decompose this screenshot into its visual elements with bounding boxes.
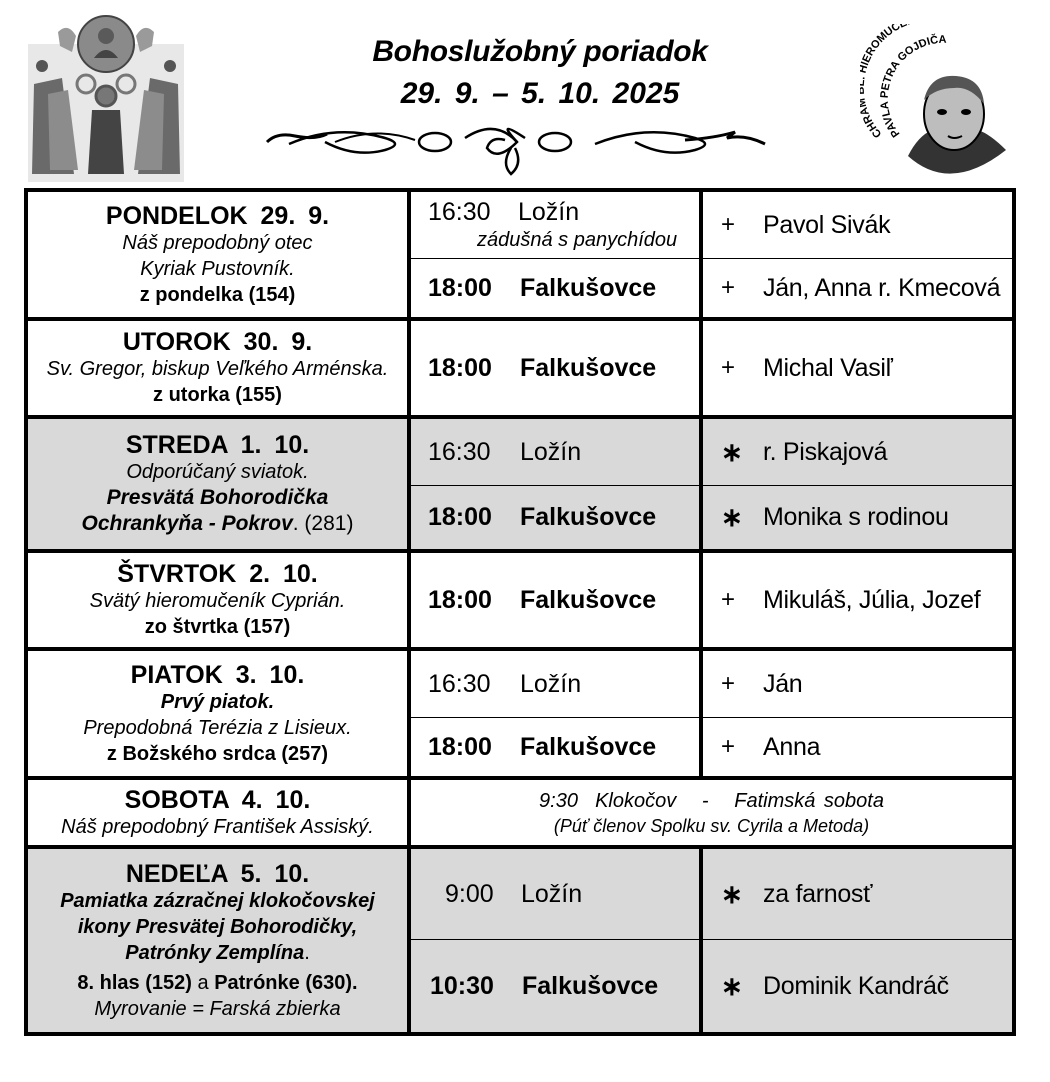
feast-line: Náš prepodobný otec (122, 231, 313, 254)
intention-slot (703, 321, 1012, 415)
feast-bold-line: Presvätá Bohorodička (106, 486, 329, 509)
day-name: NEDEĽA 5. 10. (125, 859, 310, 888)
schedule-table (24, 188, 1016, 1036)
service-time: 18:00 (428, 732, 492, 761)
service-time: 18:00 (428, 585, 492, 614)
service-slot (411, 321, 699, 415)
living-asterisk-icon: ∗ (721, 436, 743, 467)
service-slot (411, 419, 699, 485)
service-slot (411, 651, 699, 717)
feast-line: Náš prepodobný František Assiský. (61, 815, 374, 838)
title-block (300, 34, 780, 112)
service-time: 16:30 (428, 198, 491, 226)
deceased-cross-icon: + (721, 670, 736, 697)
service-slot (411, 258, 699, 317)
service-slot (411, 717, 699, 776)
service-place: Falkušovce (520, 353, 657, 382)
day-name: PONDELOK 29. 9. (105, 201, 330, 230)
service-column (411, 192, 703, 317)
intention-column (703, 192, 1012, 317)
service-place: Ložín (521, 879, 583, 908)
date-range: 29. 9. – 5. 10. 2025 (400, 77, 680, 110)
service-place: Ložín (518, 198, 580, 226)
intention-text: Anna (763, 732, 821, 761)
tone-part: Patrónke (630). (214, 971, 358, 994)
day-row-wednesday (28, 419, 1012, 553)
tone-part: a (191, 971, 215, 994)
feast-line: Odporúčaný sviatok. (126, 461, 309, 483)
feast-bold-line (82, 511, 354, 537)
service-place: Falkušovce (520, 503, 657, 531)
intention-text: r. Piskajová (763, 437, 888, 466)
tone-line: z Božského srdca (257) (106, 742, 329, 765)
living-asterisk-icon: ∗ (721, 878, 743, 909)
service-time: 18:00 (428, 353, 492, 382)
intention-text: Mikuláš, Júlia, Jozef (763, 585, 981, 614)
tone-line: z utorka (155) (153, 384, 282, 406)
intention-text: Monika s rodinou (763, 503, 949, 531)
day-row-tuesday (28, 321, 1012, 419)
event-subline: (Púť členov Spolku sv. Cyrila a Metoda) (553, 815, 870, 836)
intention-column (703, 321, 1012, 415)
intention-slot (703, 553, 1012, 647)
day-name: UTOROK 30. 9. (122, 328, 313, 356)
service-note: zádušná s panychídou (477, 229, 678, 251)
ornament-flourish-icon (265, 118, 770, 178)
service-place: Falkušovce (520, 585, 657, 614)
ascension-icon-image (28, 14, 184, 182)
feast-suffix: . (304, 941, 310, 964)
service-time: 9:00 (445, 879, 494, 908)
feast-bold-line (125, 940, 310, 966)
day-cell (28, 321, 411, 415)
intention-text: Ján, Anna r. Kmecová (763, 273, 1001, 302)
feast-bold-text: Ochrankyňa - Pokrov (81, 512, 293, 535)
intention-column (703, 651, 1012, 776)
feast-bold-line: ikony Presvätej Bohorodičky, (77, 915, 358, 938)
day-row-friday (28, 651, 1012, 780)
day-cell (28, 192, 411, 317)
living-asterisk-icon: ∗ (721, 970, 743, 1001)
event-line: 9:30 Klokočov - Fatimská sobota (539, 789, 884, 812)
day-row-monday (28, 192, 1012, 321)
day-name: STREDA 1. 10. (125, 431, 310, 459)
service-slot (411, 849, 699, 939)
feast-bold-line: Pamiatka zázračnej klokočovskej (60, 889, 375, 912)
service-slot (411, 192, 699, 258)
service-slot (411, 485, 699, 549)
event-cell (411, 780, 1012, 845)
service-slot (411, 553, 699, 647)
day-cell (28, 849, 411, 1032)
intention-text: Dominik Kandráč (763, 971, 949, 1000)
intention-slot (703, 939, 1012, 1032)
deceased-cross-icon: + (721, 354, 736, 381)
intention-slot (703, 849, 1012, 939)
intention-slot (703, 192, 1012, 258)
church-logo (860, 24, 1020, 182)
intention-slot (703, 485, 1012, 549)
deceased-cross-icon: + (721, 211, 736, 238)
day-row-thursday (28, 553, 1012, 651)
service-place: Ložín (520, 437, 582, 466)
tone-part: 8. hlas (152) (77, 971, 192, 994)
day-cell (28, 651, 411, 776)
service-time: 16:30 (428, 669, 491, 698)
intention-text: za farnosť (763, 879, 873, 908)
service-column (411, 321, 703, 415)
deceased-cross-icon: + (721, 586, 736, 613)
intention-text: Pavol Sivák (763, 210, 891, 239)
intention-column (703, 849, 1012, 1032)
day-cell (28, 419, 411, 549)
deceased-cross-icon: + (721, 274, 736, 301)
tone-suffix: . (281) (292, 512, 354, 535)
service-time: 16:30 (428, 437, 491, 466)
day-row-sunday (28, 849, 1012, 1032)
day-name: PIATOK 3. 10. (130, 660, 305, 689)
intention-column (703, 419, 1012, 549)
intention-column (703, 553, 1012, 647)
service-time: 18:00 (428, 503, 492, 531)
intention-text: Ján (763, 669, 803, 698)
tone-line (77, 970, 357, 996)
service-slot (411, 939, 699, 1032)
service-place: Ložín (520, 669, 582, 698)
intention-text: Michal Vasiľ (763, 353, 893, 382)
feast-bold-line: Prvý piatok. (160, 690, 275, 713)
day-cell (28, 553, 411, 647)
footer-note: Myrovanie = Farská zbierka (94, 997, 341, 1020)
day-cell (28, 780, 411, 845)
page-title: Bohoslužobný poriadok (372, 35, 708, 68)
service-place: Falkušovce (520, 273, 657, 302)
service-column (411, 553, 703, 647)
service-time: 10:30 (430, 971, 494, 1000)
intention-slot (703, 717, 1012, 776)
feast-line: Prepodobná Terézia z Lisieux. (83, 716, 352, 739)
feast-line: Sv. Gregor, biskup Veľkého Arménska. (46, 358, 389, 380)
logo-text-line1: CHR IEROMUČ (860, 24, 903, 140)
intention-slot (703, 419, 1012, 485)
service-place: Falkušovce (522, 971, 659, 1000)
tone-line: zo štvrtka (157) (144, 616, 291, 638)
service-column (411, 651, 703, 776)
intention-slot (703, 651, 1012, 717)
living-asterisk-icon: ∗ (721, 502, 743, 532)
intention-slot (703, 258, 1012, 317)
service-column (411, 849, 703, 1032)
feast-line: Svätý hieromučeník Cyprián. (89, 590, 346, 612)
tone-line: z pondelka (154) (139, 283, 296, 306)
service-place: Falkušovce (520, 732, 657, 761)
feast-line: Kyriak Pustovník. (140, 257, 295, 280)
day-name: SOBOTA 4. 10. (124, 785, 311, 814)
service-column (411, 419, 703, 549)
feast-bold-text: Patrónky Zemplína (125, 941, 305, 964)
day-name: ŠTVRTOK 2. 10. (117, 560, 318, 588)
logo-text-line2: PAVLA PETRA GOJDIČA (878, 33, 947, 140)
service-time: 18:00 (428, 273, 492, 302)
day-row-saturday (28, 780, 1012, 849)
deceased-cross-icon: + (721, 733, 736, 760)
